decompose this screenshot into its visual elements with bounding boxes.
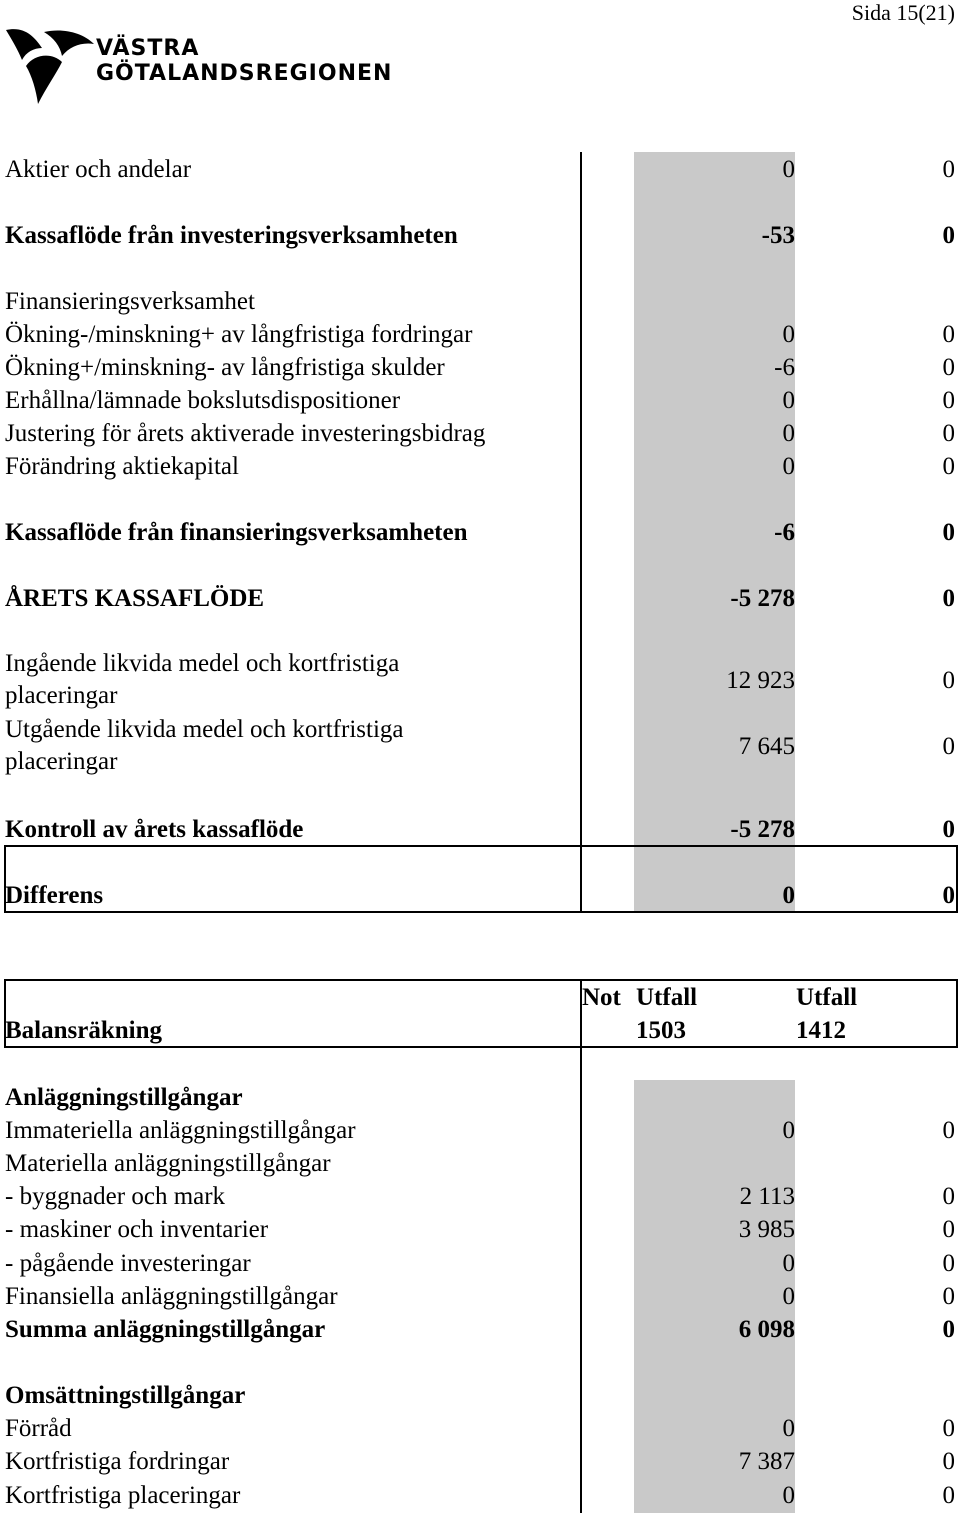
value-1503: 0 bbox=[782, 420, 795, 447]
row-label: Kortfristiga placeringar bbox=[5, 1482, 241, 1509]
table-row bbox=[0, 450, 960, 483]
table-row bbox=[0, 351, 960, 384]
value-1503: -5 278 bbox=[730, 816, 795, 843]
table-row bbox=[0, 153, 960, 186]
utfall-1412-year: 1412 bbox=[796, 1017, 846, 1044]
utfall-1503-year: 1503 bbox=[636, 1017, 686, 1044]
value-1503: 0 bbox=[782, 321, 795, 348]
value-1412: 0 bbox=[942, 1482, 955, 1509]
row-label: ÅRETS KASSAFLÖDE bbox=[5, 585, 265, 612]
row-label: Förändring aktiekapital bbox=[5, 453, 239, 480]
table-row bbox=[0, 1114, 960, 1147]
row-label: Ökning-/minskning+ av långfristiga fordringar bbox=[5, 321, 473, 348]
table-row bbox=[0, 1180, 960, 1213]
table-row bbox=[0, 714, 960, 780]
row-label: - pågående investeringar bbox=[5, 1250, 251, 1277]
row-label: Differens bbox=[5, 882, 104, 909]
value-1503: 0 bbox=[782, 1250, 795, 1277]
value-1503: 3 985 bbox=[738, 1216, 795, 1243]
table-row bbox=[0, 1081, 960, 1114]
value-1412: 0 bbox=[942, 1250, 955, 1277]
table-row bbox=[0, 384, 960, 417]
balance-title: Balansräkning bbox=[5, 1017, 163, 1044]
row-label: Immateriella anläggningstillgångar bbox=[5, 1117, 356, 1144]
row-label: - byggnader och mark bbox=[5, 1183, 226, 1210]
table-row bbox=[0, 219, 960, 252]
utfall-1412-header: Utfall bbox=[796, 984, 858, 1011]
table-row bbox=[0, 879, 960, 912]
table-row bbox=[0, 1379, 960, 1412]
table-row bbox=[0, 813, 960, 846]
value-1503: 12 923 bbox=[726, 667, 795, 694]
value-1503: -53 bbox=[761, 222, 795, 249]
value-1412: 0 bbox=[942, 1448, 955, 1475]
table-row bbox=[0, 1479, 960, 1512]
row-label: Justering för årets aktiverade investeringsbidrag bbox=[5, 420, 486, 447]
table-row bbox=[0, 1445, 960, 1478]
table-row bbox=[0, 1313, 960, 1346]
row-label: - maskiner och inventarier bbox=[5, 1216, 269, 1243]
not-header: Not bbox=[582, 984, 621, 1011]
value-1503: 0 bbox=[782, 1482, 795, 1509]
value-1503: 2 113 bbox=[739, 1183, 795, 1210]
value-1412: 0 bbox=[942, 519, 955, 546]
table-row bbox=[0, 417, 960, 450]
row-label: Utgående likvida medel och kortfristiga placeringar bbox=[5, 716, 404, 775]
value-1503: 0 bbox=[782, 1283, 795, 1310]
divider bbox=[956, 979, 958, 1047]
value-1412: 0 bbox=[942, 816, 955, 843]
utfall-1503-header: Utfall bbox=[636, 984, 698, 1011]
section-heading: Omsättningstillgångar bbox=[5, 1382, 246, 1409]
value-1503: 0 bbox=[782, 156, 795, 183]
row-label: Kassaflöde från finansieringsverksamheten bbox=[5, 519, 468, 546]
row-label: Förråd bbox=[5, 1415, 72, 1442]
value-1412: 0 bbox=[942, 321, 955, 348]
row-label: Ingående likvida medel och kortfristiga placeringar bbox=[5, 650, 400, 709]
row-label: Summa anläggningstillgångar bbox=[5, 1316, 326, 1343]
value-1412: 0 bbox=[942, 1117, 955, 1144]
value-1503: 0 bbox=[782, 1415, 795, 1442]
value-1412: 0 bbox=[942, 453, 955, 480]
value-1503: 6 098 bbox=[738, 1316, 795, 1343]
value-1412: 0 bbox=[942, 420, 955, 447]
value-1503: -5 278 bbox=[730, 585, 795, 612]
table-row bbox=[0, 1412, 960, 1445]
value-1503: 0 bbox=[782, 453, 795, 480]
value-1503: 7 387 bbox=[738, 1448, 795, 1475]
row-label: Kortfristiga fordringar bbox=[5, 1448, 230, 1475]
row-label: Kontroll av årets kassaflöde bbox=[5, 816, 304, 843]
row-label: Kassaflöde från investeringsverksamheten bbox=[5, 222, 458, 249]
value-1412: 0 bbox=[942, 387, 955, 414]
value-1503: 0 bbox=[782, 1117, 795, 1144]
section-heading: Finansieringsverksamhet bbox=[5, 288, 255, 315]
value-1412: 0 bbox=[942, 354, 955, 381]
row-label: Finansiella anläggningstillgångar bbox=[5, 1283, 338, 1310]
table-row bbox=[0, 285, 960, 318]
table-row bbox=[0, 648, 960, 714]
page-number: Sida 15(21) bbox=[851, 0, 955, 25]
value-1412: 0 bbox=[942, 222, 955, 249]
table-row bbox=[0, 582, 960, 615]
value-1412: 0 bbox=[942, 882, 955, 909]
value-1412: 0 bbox=[942, 1183, 955, 1210]
value-1412: 0 bbox=[942, 585, 955, 612]
section-heading: Anläggningstillgångar bbox=[5, 1084, 243, 1111]
value-1503: 0 bbox=[782, 882, 795, 909]
logo-line-1: VÄSTRA bbox=[96, 36, 200, 61]
value-1412: 0 bbox=[942, 667, 955, 694]
logo-line-2: GÖTALANDSREGIONEN bbox=[96, 61, 393, 86]
table-row bbox=[0, 1247, 960, 1280]
value-1503: -6 bbox=[774, 519, 795, 546]
row-label: Erhållna/lämnade bokslutsdispositioner bbox=[5, 387, 401, 414]
table-row bbox=[0, 1147, 960, 1180]
table-row bbox=[0, 1213, 960, 1246]
row-label: Ökning+/minskning- av långfristiga skulder bbox=[5, 354, 445, 381]
value-1412: 0 bbox=[942, 1283, 955, 1310]
value-1412: 0 bbox=[942, 1415, 955, 1442]
value-1503: -6 bbox=[774, 354, 795, 381]
value-1412: 0 bbox=[942, 1216, 955, 1243]
value-1412: 0 bbox=[942, 733, 955, 760]
table-row bbox=[0, 318, 960, 351]
value-1412: 0 bbox=[942, 156, 955, 183]
value-1503: 0 bbox=[782, 387, 795, 414]
value-1503: 7 645 bbox=[738, 733, 795, 760]
table-row bbox=[0, 516, 960, 549]
row-label: Aktier och andelar bbox=[5, 156, 192, 183]
row-label: Materiella anläggningstillgångar bbox=[5, 1150, 331, 1177]
value-1412: 0 bbox=[942, 1316, 955, 1343]
table-row bbox=[0, 1280, 960, 1313]
